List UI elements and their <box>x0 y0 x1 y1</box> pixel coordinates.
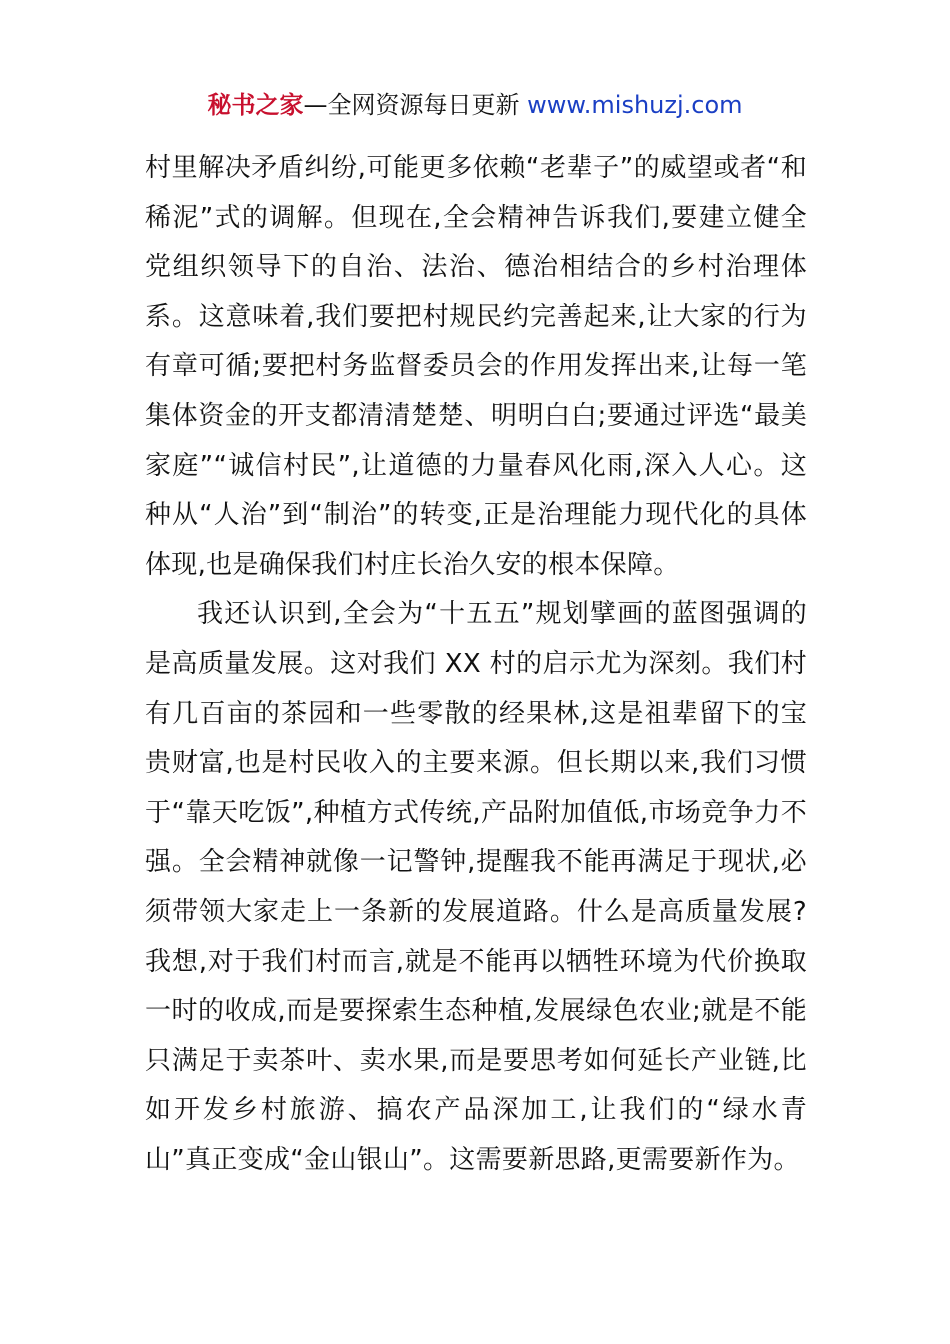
paragraph-continuation: 村里解决矛盾纠纷,可能更多依赖“老辈子”的威望或者“和稀泥”式的调解。但现在,全会精神告诉我们,要建立健全党组织领导下的自治、法治、德治相结合的乡村治理体系。这意味着,我们要把村规民约完善起来,让大家的行为有章可循;要把村务监督委员会的作用发挥出来,让每一笔集体资金的开支都清清楚楚、明明白白;要通过评选“最美家庭”“诚信村民”,让道德的力量春风化雨,深入人心。这种从“人治”到“制治”的转变,正是治理能力现代化的具体体现,也是确保我们村庄长治久安的根本保障。 <box>145 153 807 580</box>
page-header <box>0 88 950 122</box>
header-url-link[interactable]: www.mishuzj.com <box>527 91 743 119</box>
document-body <box>145 144 807 1185</box>
brand-name: 秘书之家 <box>207 91 304 119</box>
header-tagline: 全网资源每日更新 <box>327 91 520 119</box>
paragraph-high-quality-development: 我还认识到,全会为“十五五”规划擘画的蓝图强调的是高质量发展。这对我们 XX 村的启示尤为深刻。我们村有几百亩的茶园和一些零散的经果林,这是祖辈留下的宝贵财富,也是村民收入的主要来源。但长期以来,我们习惯于“靠天吃饭”,种植方式传统,产品附加值低,市场竞争力不强。全会精神就像一记警钟,提醒我不能再满足于现状,必须带领大家走上一条新的发展道路。什么是高质量发展?我想,对于我们村而言,就是不能再以牺牲环境为代价换取一时的收成,而是要探索生态种植,发展绿色农业;就是不能只满足于卖茶叶、卖水果,而是要思考如何延长产业链,比如开发乡村旅游、搞农产品深加工,让我们的“绿水青山”真正变成“金山银山”。这需要新思路,更需要新作为。 <box>145 599 807 1175</box>
header-separator: — <box>303 91 328 119</box>
